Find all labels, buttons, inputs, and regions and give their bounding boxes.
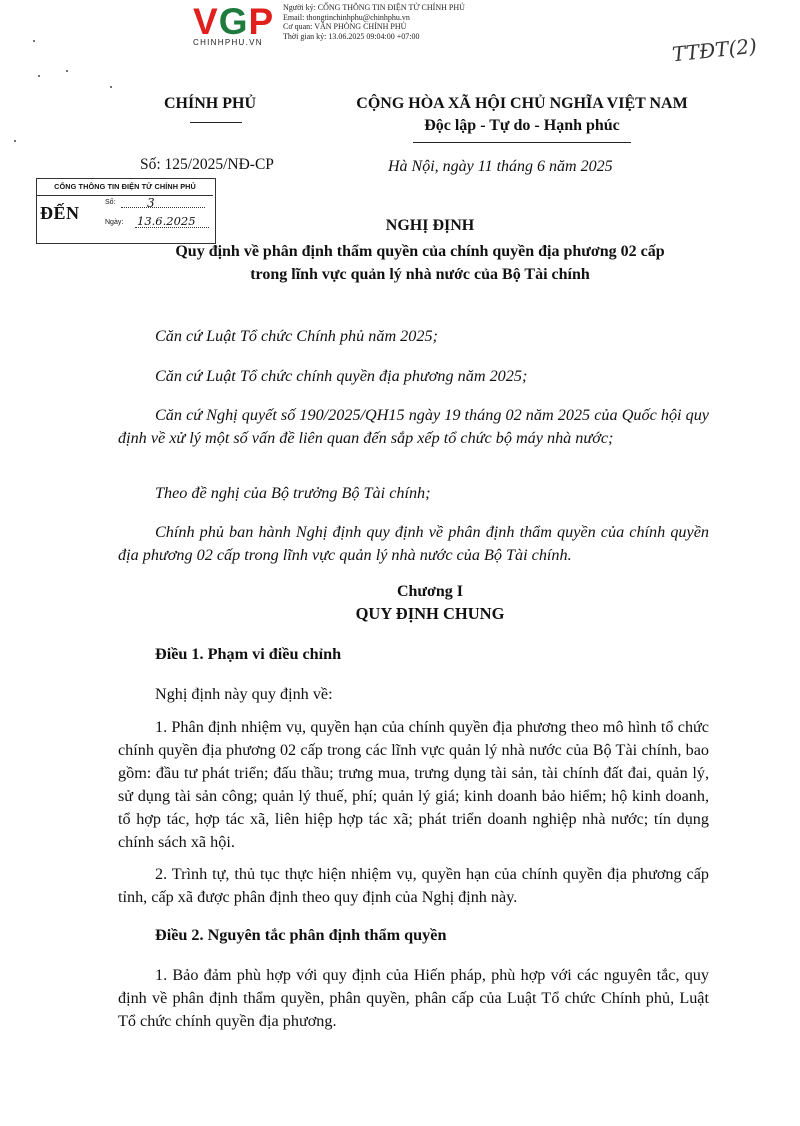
nation-title: CỘNG HÒA XÃ HỘI CHỦ NGHĨA VIỆT NAM — [356, 95, 688, 112]
title-line-1: Quy định về phân định thẩm quyền của chính quyền địa phương 02 cấp — [175, 243, 665, 260]
document-number: Số: 125/2025/NĐ-CP — [140, 156, 274, 173]
logo-subtitle: CHINHPHU.VN — [193, 38, 263, 47]
stamp-date-value: 13.6.2025 — [137, 214, 196, 228]
title-line-2: trong lĩnh vực quản lý nhà nước của Bộ Tài chính — [250, 266, 590, 283]
chapter-label: Chương I — [396, 583, 464, 600]
stamp-portal: CỔNG THÔNG TIN ĐIỆN TỬ CHÍNH PHỦ — [37, 179, 213, 196]
issuer: CHÍNH PHỦ — [164, 95, 256, 112]
document-type: NGHỊ ĐỊNH — [385, 217, 475, 234]
preamble-2: Căn cứ Luật Tổ chức chính quyền địa phương năm 2025; — [155, 367, 528, 385]
signature-time: Thời gian ký: 13.06.2025 09:04:00 +07:00 — [283, 31, 420, 41]
place-date: Hà Nội, ngày 11 tháng 6 năm 2025 — [388, 158, 613, 175]
signature-signer: Người ký: CỔNG THÔNG TIN ĐIỆN TỬ CHÍNH PHỦ — [283, 3, 465, 12]
motto-underline — [413, 142, 631, 143]
scan-speck — [14, 140, 16, 142]
stamp-dotted-line — [121, 207, 205, 208]
logo-letter-g: G — [218, 1, 249, 42]
handwritten-mark: TTĐT(2) — [670, 33, 758, 67]
article-1-clause-2: 2. Trình tự, thủ tục thực hiện nhiệm vụ, quyền hạn của chính quyền địa phương cấp tỉnh, cấp xã được phân định theo quy định của Nghị định này. — [118, 865, 709, 906]
preamble-4: Theo đề nghị của Bộ trưởng Bộ Tài chính; — [155, 484, 431, 502]
stamp-number-value: 3 — [147, 196, 155, 210]
article-1-clause-1: 1. Phân định nhiệm vụ, quyền hạn của chính quyền địa phương theo mô hình tổ chức chính quyền địa phương 02 cấp trong các lĩnh vực quản lý nhà nước của Bộ Tài chính, bao gồm: đầu tư phát triển; đấu thầu; trưng mua, trưng dụng tài sản, tài chính đất đai, quản lý, sử dụng tài sản công; quản lý thuế, phí; quản lý giá; kinh doanh bảo hiểm; hộ kinh doanh, tổ hợp tác, hợp tác xã, liên hiệp hợp tác xã; phát triển doanh nghiệp nhà nước; tín dụng chính sách xã hội. — [118, 718, 709, 851]
signature-email: Email: thongtinchinhphu@chinhphu.vn — [283, 12, 410, 22]
preamble-3: Căn cứ Nghị quyết số 190/2025/QH15 ngày 19 tháng 02 năm 2025 của Quốc hội quy định về xử lý một số vấn đề liên quan đến sắp xếp tổ chức bộ máy nhà nước; — [118, 406, 709, 447]
article-1-heading: Điều 1. Phạm vi điều chỉnh — [155, 645, 342, 663]
digital-signature-info — [283, 3, 465, 41]
article-1-intro: Nghị định này quy định về: — [155, 685, 333, 703]
stamp-den: ĐẾN — [40, 203, 80, 223]
chapter-title: QUY ĐỊNH CHUNG — [355, 604, 505, 623]
stamp-number-label: Số: — [105, 199, 116, 206]
preamble-1: Căn cứ Luật Tổ chức Chính phủ năm 2025; — [155, 327, 438, 345]
scan-speck — [33, 40, 35, 42]
logo-letter-p: P — [248, 1, 275, 42]
signature-agency: Cơ quan: VĂN PHÒNG CHÍNH PHỦ — [283, 22, 407, 31]
article-2-heading: Điều 2. Nguyên tắc phân định thẩm quyền — [155, 926, 447, 944]
scan-speck — [66, 70, 68, 72]
stamp-date-label: Ngày: — [105, 219, 124, 226]
article-2-clause-1: 1. Bảo đảm phù hợp với quy định của Hiến pháp, phù hợp với các nguyên tắc, quy định về phân định thẩm quyền, phân quyền, phân cấp của Luật Tổ chức Chính phủ, Luật Tổ chức chính quyền địa phương. — [118, 966, 709, 1030]
scan-speck — [110, 86, 112, 88]
preamble-5: Chính phủ ban hành Nghị định quy định về phân định thẩm quyền của chính quyền địa phương 02 cấp trong lĩnh vực quản lý nhà nước của Bộ Tài chính. — [118, 523, 709, 564]
logo-letter-v: V — [193, 1, 219, 42]
vgp-logo — [193, 2, 274, 42]
issuer-underline — [190, 122, 242, 123]
scan-speck — [38, 75, 40, 77]
motto: Độc lập - Tự do - Hạnh phúc — [424, 117, 620, 134]
